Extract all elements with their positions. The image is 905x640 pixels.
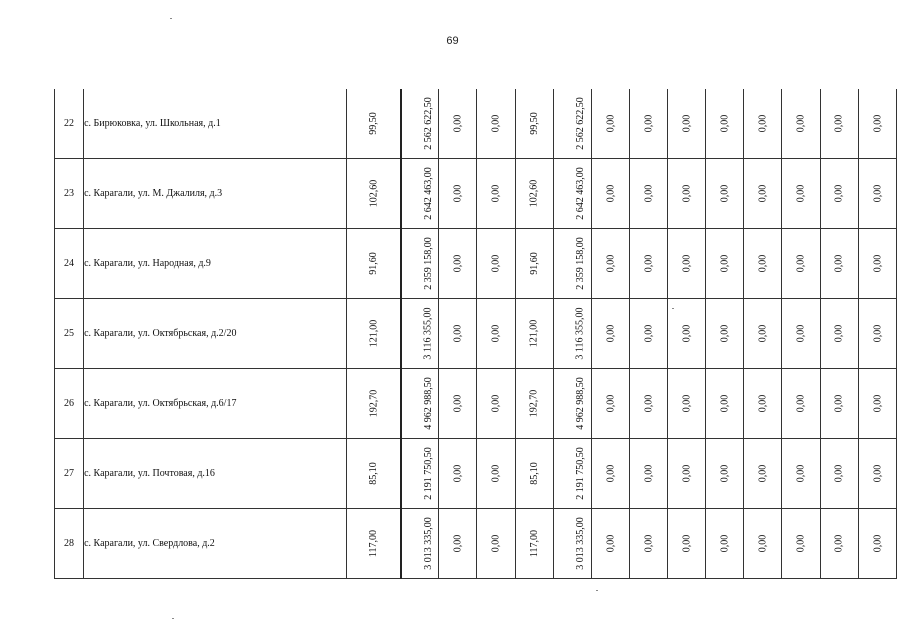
value-cell bbox=[439, 159, 477, 229]
value-cell bbox=[858, 439, 896, 509]
value-cell bbox=[477, 509, 515, 579]
cost-cell bbox=[553, 299, 591, 369]
cost-cell-text: 3 013 335,00 bbox=[574, 517, 586, 570]
total-cost-cell bbox=[401, 439, 439, 509]
page-number: 69 bbox=[446, 35, 459, 47]
value-cell bbox=[439, 369, 477, 439]
value-cell-text: 0,00 bbox=[452, 114, 464, 133]
table-row bbox=[55, 509, 897, 579]
value-cell-text: 0,00 bbox=[490, 464, 502, 483]
value-cell bbox=[629, 509, 667, 579]
area-cell bbox=[515, 159, 553, 229]
total-cost-cell-text: 2 191 750,50 bbox=[422, 447, 434, 500]
value-cell-text: 0,00 bbox=[490, 114, 502, 133]
value-cell bbox=[782, 439, 820, 509]
area-cell-text: 102,60 bbox=[367, 179, 379, 208]
value-cell-text: 0,00 bbox=[490, 534, 502, 553]
area-cell bbox=[347, 159, 401, 229]
area-cell-text: 117,00 bbox=[367, 529, 379, 558]
table-row bbox=[55, 299, 897, 369]
address-cell: с. Карагали, ул. Октябрьская, д.6/17 bbox=[84, 369, 347, 439]
value-cell bbox=[820, 229, 858, 299]
area-cell bbox=[347, 439, 401, 509]
total-cost-cell bbox=[401, 229, 439, 299]
value-cell bbox=[477, 299, 515, 369]
table-row bbox=[55, 439, 897, 509]
value-cell-text: 0,00 bbox=[719, 254, 731, 273]
value-cell-text: 0,00 bbox=[490, 184, 502, 203]
row-index: 26 bbox=[55, 369, 84, 439]
address-cell: с. Карагали, ул. Октябрьская, д.2/20 bbox=[84, 299, 347, 369]
area-cell-text: 121,00 bbox=[528, 319, 540, 348]
value-cell-text: 0,00 bbox=[452, 534, 464, 553]
value-cell-text: 0,00 bbox=[681, 394, 693, 413]
total-cost-cell-text: 4 962 988,50 bbox=[422, 377, 434, 430]
area-cell-text: 117,00 bbox=[528, 529, 540, 558]
value-cell bbox=[477, 159, 515, 229]
value-cell bbox=[782, 509, 820, 579]
value-cell bbox=[858, 229, 896, 299]
value-cell bbox=[591, 299, 629, 369]
total-cost-cell bbox=[401, 159, 439, 229]
total-cost-cell bbox=[401, 299, 439, 369]
value-cell-text: 0,00 bbox=[643, 464, 655, 483]
value-cell-text: 0,00 bbox=[871, 464, 883, 483]
value-cell-text: 0,00 bbox=[490, 394, 502, 413]
value-cell bbox=[744, 299, 782, 369]
value-cell bbox=[629, 229, 667, 299]
value-cell bbox=[668, 369, 706, 439]
value-cell-text: 0,00 bbox=[681, 534, 693, 553]
table-row bbox=[55, 229, 897, 299]
value-cell-text: 0,00 bbox=[757, 464, 769, 483]
value-cell-text: 0,00 bbox=[757, 394, 769, 413]
value-cell bbox=[744, 159, 782, 229]
value-cell bbox=[706, 229, 744, 299]
cost-cell bbox=[553, 159, 591, 229]
value-cell bbox=[591, 229, 629, 299]
cost-cell-text: 2 642 463,00 bbox=[574, 167, 586, 220]
area-cell-text: 192,70 bbox=[528, 389, 540, 418]
value-cell bbox=[782, 369, 820, 439]
area-cell bbox=[347, 369, 401, 439]
value-cell bbox=[629, 159, 667, 229]
address-cell: с. Бирюковка, ул. Школьная, д.1 bbox=[84, 89, 347, 159]
value-cell-text: 0,00 bbox=[604, 534, 616, 553]
value-cell-text: 0,00 bbox=[757, 254, 769, 273]
area-cell-text: 121,00 bbox=[367, 319, 379, 348]
value-cell bbox=[858, 509, 896, 579]
cost-cell-text: 4 962 988,50 bbox=[574, 377, 586, 430]
value-cell-text: 0,00 bbox=[757, 184, 769, 203]
value-cell bbox=[668, 159, 706, 229]
value-cell-text: 0,00 bbox=[795, 464, 807, 483]
value-cell-text: 0,00 bbox=[719, 394, 731, 413]
value-cell-text: 0,00 bbox=[643, 254, 655, 273]
value-cell bbox=[858, 89, 896, 159]
value-cell-text: 0,00 bbox=[795, 324, 807, 343]
area-cell-text: 85,10 bbox=[367, 462, 379, 485]
cost-cell-text: 2 191 750,50 bbox=[574, 447, 586, 500]
value-cell bbox=[668, 509, 706, 579]
scan-speck bbox=[596, 590, 598, 591]
value-cell bbox=[439, 439, 477, 509]
value-cell-text: 0,00 bbox=[681, 114, 693, 133]
value-cell-text: 0,00 bbox=[681, 324, 693, 343]
scan-speck bbox=[170, 18, 172, 19]
area-cell-text: 192,70 bbox=[367, 389, 379, 418]
value-cell-text: 0,00 bbox=[757, 114, 769, 133]
value-cell bbox=[782, 299, 820, 369]
value-cell-text: 0,00 bbox=[604, 324, 616, 343]
row-index: 25 bbox=[55, 299, 84, 369]
value-cell bbox=[591, 509, 629, 579]
address-cell: с. Карагали, ул. М. Джалиля, д.3 bbox=[84, 159, 347, 229]
buildings-table bbox=[54, 89, 897, 579]
area-cell bbox=[515, 369, 553, 439]
scan-speck bbox=[172, 618, 174, 619]
area-cell bbox=[347, 299, 401, 369]
total-cost-cell-text: 3 116 355,00 bbox=[422, 307, 434, 360]
value-cell bbox=[668, 229, 706, 299]
area-cell-text: 102,60 bbox=[528, 179, 540, 208]
row-index: 28 bbox=[55, 509, 84, 579]
value-cell-text: 0,00 bbox=[604, 464, 616, 483]
value-cell bbox=[668, 439, 706, 509]
value-cell bbox=[820, 369, 858, 439]
value-cell bbox=[744, 229, 782, 299]
value-cell-text: 0,00 bbox=[681, 464, 693, 483]
value-cell-text: 0,00 bbox=[833, 464, 845, 483]
total-cost-cell bbox=[401, 509, 439, 579]
row-index: 27 bbox=[55, 439, 84, 509]
value-cell bbox=[591, 369, 629, 439]
value-cell bbox=[820, 89, 858, 159]
area-cell bbox=[515, 89, 553, 159]
value-cell-text: 0,00 bbox=[490, 254, 502, 273]
address-cell: с. Карагали, ул. Свердлова, д.2 bbox=[84, 509, 347, 579]
value-cell bbox=[477, 89, 515, 159]
value-cell-text: 0,00 bbox=[833, 324, 845, 343]
value-cell-text: 0,00 bbox=[719, 534, 731, 553]
value-cell-text: 0,00 bbox=[757, 324, 769, 343]
cost-cell-text: 2 562 622,50 bbox=[574, 97, 586, 150]
row-index: 22 bbox=[55, 89, 84, 159]
value-cell bbox=[629, 299, 667, 369]
value-cell-text: 0,00 bbox=[452, 324, 464, 343]
cost-cell bbox=[553, 89, 591, 159]
address-cell: с. Карагали, ул. Народная, д.9 bbox=[84, 229, 347, 299]
value-cell bbox=[629, 89, 667, 159]
value-cell bbox=[591, 159, 629, 229]
value-cell-text: 0,00 bbox=[719, 114, 731, 133]
value-cell-text: 0,00 bbox=[719, 184, 731, 203]
value-cell-text: 0,00 bbox=[643, 394, 655, 413]
value-cell bbox=[439, 229, 477, 299]
value-cell-text: 0,00 bbox=[604, 394, 616, 413]
value-cell bbox=[706, 159, 744, 229]
value-cell-text: 0,00 bbox=[719, 324, 731, 343]
area-cell bbox=[515, 509, 553, 579]
value-cell bbox=[477, 229, 515, 299]
area-cell-text: 99,50 bbox=[367, 112, 379, 135]
value-cell bbox=[706, 89, 744, 159]
cost-cell bbox=[553, 229, 591, 299]
area-cell bbox=[515, 229, 553, 299]
value-cell bbox=[439, 299, 477, 369]
value-cell bbox=[858, 369, 896, 439]
value-cell-text: 0,00 bbox=[871, 324, 883, 343]
cost-cell-text: 2 359 158,00 bbox=[574, 237, 586, 290]
total-cost-cell-text: 3 013 335,00 bbox=[422, 517, 434, 570]
value-cell bbox=[782, 89, 820, 159]
value-cell-text: 0,00 bbox=[604, 114, 616, 133]
value-cell bbox=[782, 229, 820, 299]
value-cell-text: 0,00 bbox=[604, 254, 616, 273]
value-cell-text: 0,00 bbox=[452, 254, 464, 273]
value-cell bbox=[591, 89, 629, 159]
value-cell bbox=[591, 439, 629, 509]
value-cell-text: 0,00 bbox=[452, 464, 464, 483]
value-cell-text: 0,00 bbox=[871, 394, 883, 413]
value-cell-text: 0,00 bbox=[643, 184, 655, 203]
total-cost-cell-text: 2 642 463,00 bbox=[422, 167, 434, 220]
cost-cell bbox=[553, 439, 591, 509]
area-cell-text: 99,50 bbox=[528, 112, 540, 135]
value-cell bbox=[744, 439, 782, 509]
value-cell-text: 0,00 bbox=[833, 254, 845, 273]
value-cell-text: 0,00 bbox=[681, 184, 693, 203]
value-cell bbox=[706, 369, 744, 439]
value-cell-text: 0,00 bbox=[643, 114, 655, 133]
cost-cell bbox=[553, 509, 591, 579]
value-cell-text: 0,00 bbox=[795, 534, 807, 553]
total-cost-cell bbox=[401, 369, 439, 439]
table-row bbox=[55, 159, 897, 229]
value-cell bbox=[439, 509, 477, 579]
value-cell-text: 0,00 bbox=[871, 184, 883, 203]
value-cell-text: 0,00 bbox=[452, 394, 464, 413]
value-cell bbox=[820, 159, 858, 229]
area-cell bbox=[515, 439, 553, 509]
value-cell bbox=[820, 439, 858, 509]
value-cell-text: 0,00 bbox=[643, 324, 655, 343]
value-cell bbox=[668, 299, 706, 369]
value-cell bbox=[477, 369, 515, 439]
row-index: 23 bbox=[55, 159, 84, 229]
value-cell-text: 0,00 bbox=[490, 324, 502, 343]
value-cell bbox=[744, 369, 782, 439]
value-cell-text: 0,00 bbox=[833, 184, 845, 203]
address-cell: с. Карагали, ул. Почтовая, д.16 bbox=[84, 439, 347, 509]
value-cell bbox=[439, 89, 477, 159]
value-cell-text: 0,00 bbox=[795, 184, 807, 203]
area-cell bbox=[347, 229, 401, 299]
area-cell bbox=[347, 509, 401, 579]
value-cell-text: 0,00 bbox=[833, 534, 845, 553]
value-cell-text: 0,00 bbox=[604, 184, 616, 203]
cost-cell bbox=[553, 369, 591, 439]
value-cell-text: 0,00 bbox=[871, 254, 883, 273]
value-cell bbox=[629, 369, 667, 439]
area-cell bbox=[515, 299, 553, 369]
total-cost-cell-text: 2 359 158,00 bbox=[422, 237, 434, 290]
area-cell-text: 85,10 bbox=[528, 462, 540, 485]
value-cell bbox=[668, 89, 706, 159]
value-cell bbox=[706, 439, 744, 509]
value-cell bbox=[820, 509, 858, 579]
table-row bbox=[55, 369, 897, 439]
cost-cell-text: 3 116 355,00 bbox=[574, 307, 586, 360]
value-cell bbox=[820, 299, 858, 369]
value-cell bbox=[706, 509, 744, 579]
value-cell-text: 0,00 bbox=[681, 254, 693, 273]
value-cell-text: 0,00 bbox=[452, 184, 464, 203]
value-cell bbox=[744, 509, 782, 579]
area-cell-text: 91,60 bbox=[367, 252, 379, 275]
value-cell bbox=[706, 299, 744, 369]
value-cell-text: 0,00 bbox=[833, 114, 845, 133]
area-cell bbox=[347, 89, 401, 159]
value-cell-text: 0,00 bbox=[795, 394, 807, 413]
total-cost-cell-text: 2 562 622,50 bbox=[422, 97, 434, 150]
value-cell-text: 0,00 bbox=[643, 534, 655, 553]
value-cell bbox=[744, 89, 782, 159]
value-cell bbox=[858, 299, 896, 369]
total-cost-cell bbox=[401, 89, 439, 159]
value-cell-text: 0,00 bbox=[871, 114, 883, 133]
value-cell bbox=[477, 439, 515, 509]
value-cell-text: 0,00 bbox=[719, 464, 731, 483]
value-cell-text: 0,00 bbox=[795, 114, 807, 133]
value-cell-text: 0,00 bbox=[795, 254, 807, 273]
value-cell-text: 0,00 bbox=[871, 534, 883, 553]
area-cell-text: 91,60 bbox=[528, 252, 540, 275]
value-cell bbox=[782, 159, 820, 229]
value-cell bbox=[858, 159, 896, 229]
row-index: 24 bbox=[55, 229, 84, 299]
value-cell-text: 0,00 bbox=[757, 534, 769, 553]
value-cell bbox=[629, 439, 667, 509]
table-row bbox=[55, 89, 897, 159]
value-cell-text: 0,00 bbox=[833, 394, 845, 413]
